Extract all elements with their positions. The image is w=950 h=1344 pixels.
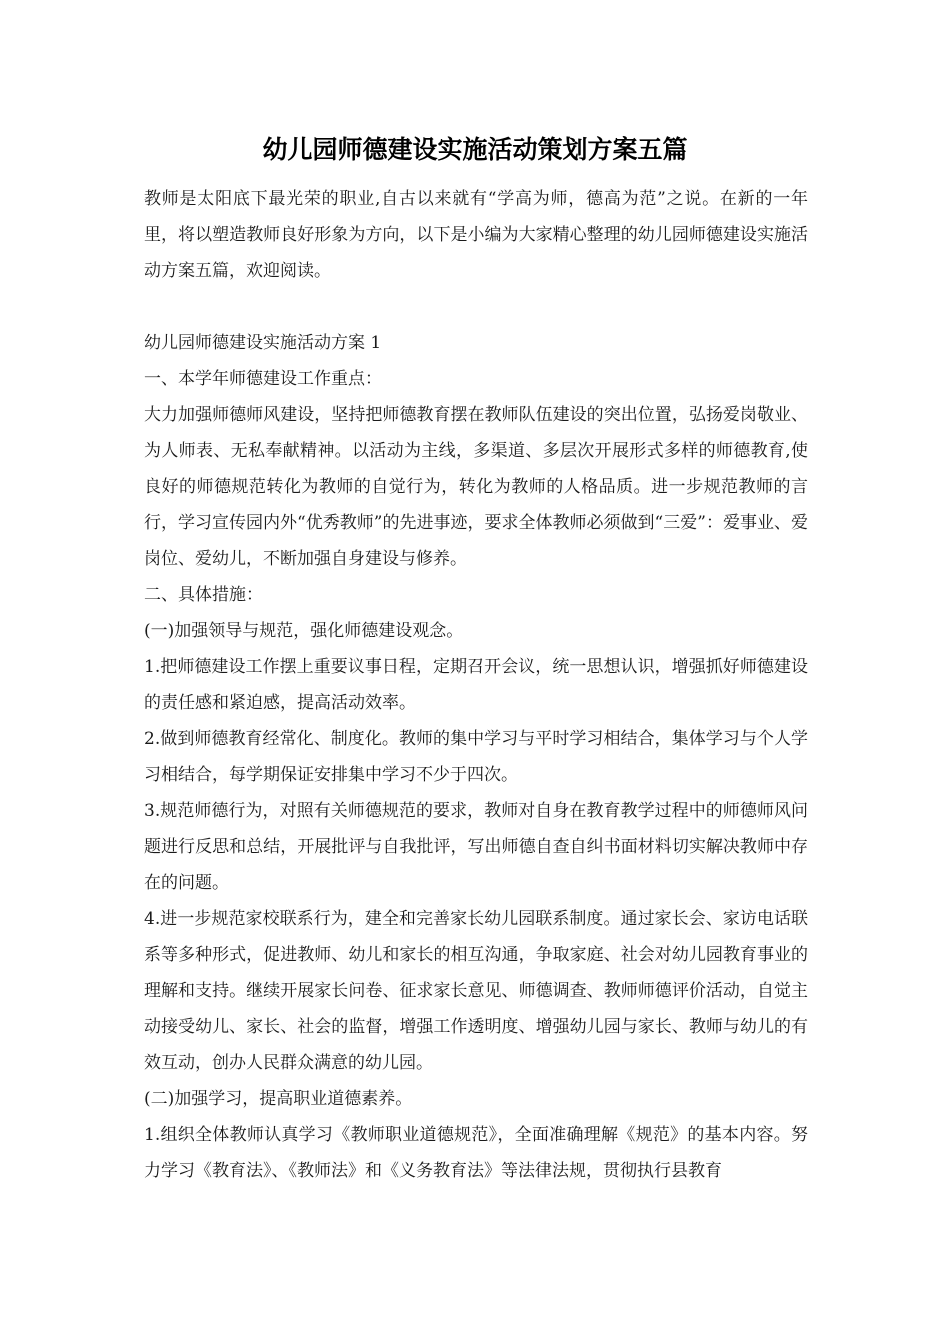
- list-item: 1.组织全体教师认真学习《教师职业道德规范》，全面准确理解《规范》的基本内容。努力学习《教育法》、《教师法》和《义务教育法》等法律法规，贯彻执行县教育: [144, 1125, 808, 1181]
- list-item: 1.把师德建设工作摆上重要议事日程，定期召开会议，统一思想认识，增强抓好师德建设的责任感和紧迫感，提高活动效率。: [144, 657, 808, 713]
- subsection-heading: (二)加强学习，提高职业道德素养。: [144, 1089, 413, 1109]
- document-body: [144, 181, 808, 1189]
- section-heading: 幼儿园师德建设实施活动方案 1: [144, 333, 382, 353]
- section-heading-measures: 二、具体措施：: [144, 585, 263, 605]
- list-item: 3.规范师德行为，对照有关师德规范的要求，教师对自身在教育教学过程中的师德师风问题进行反思和总结，开展批评与自我批评，写出师德自查自纠书面材料切实解决教师中存在的问题。: [144, 801, 808, 893]
- section-heading-focus: 一、本学年师德建设工作重点：: [144, 369, 382, 389]
- document-title: 幼儿园师德建设实施活动策划方案五篇: [262, 135, 688, 164]
- subsection-heading: (一)加强领导与规范，强化师德建设观念。: [144, 621, 464, 641]
- list-item: 4.进一步规范家校联系行为，建全和完善家长幼儿园联系制度。通过家长会、家访电话联系等多种形式，促进教师、幼儿和家长的相互沟通，争取家庭、社会对幼儿园教育事业的理解和支持。继续开展家长问卷、征求家长意见、师德调查、教师师德评价活动，自觉主动接受幼儿、家长、社会的监督，增强工作透明度、增强幼儿园与家长、教师与幼儿的有效互动，创办人民群众满意的幼儿园。: [144, 909, 808, 1073]
- list-item: 2.做到师德教育经常化、制度化。教师的集中学习与平时学习相结合，集体学习与个人学习相结合，每学期保证安排集中学习不少于四次。: [144, 729, 808, 785]
- body-paragraph: 大力加强师德师风建设，坚持把师德教育摆在教师队伍建设的突出位置，弘扬爱岗敬业、为人师表、无私奉献精神。以活动为主线，多渠道、多层次开展形式多样的师德教育,使良好的师德规范转化为教师的自觉行为，转化为教师的人格品质。进一步规范教师的言行，学习宣传园内外“优秀教师”的先进事迹，要求全体教师必须做到“三爱”：爱事业、爱岗位、爱幼儿，不断加强自身建设与修养。: [144, 405, 808, 569]
- paragraph-spacer: [144, 289, 808, 325]
- intro-paragraph: 教师是太阳底下最光荣的职业,自古以来就有“学高为师，德高为范”之说。在新的一年里，将以塑造教师良好形象为方向，以下是小编为大家精心整理的幼儿园师德建设实施活动方案五篇，欢迎阅读。: [144, 189, 808, 281]
